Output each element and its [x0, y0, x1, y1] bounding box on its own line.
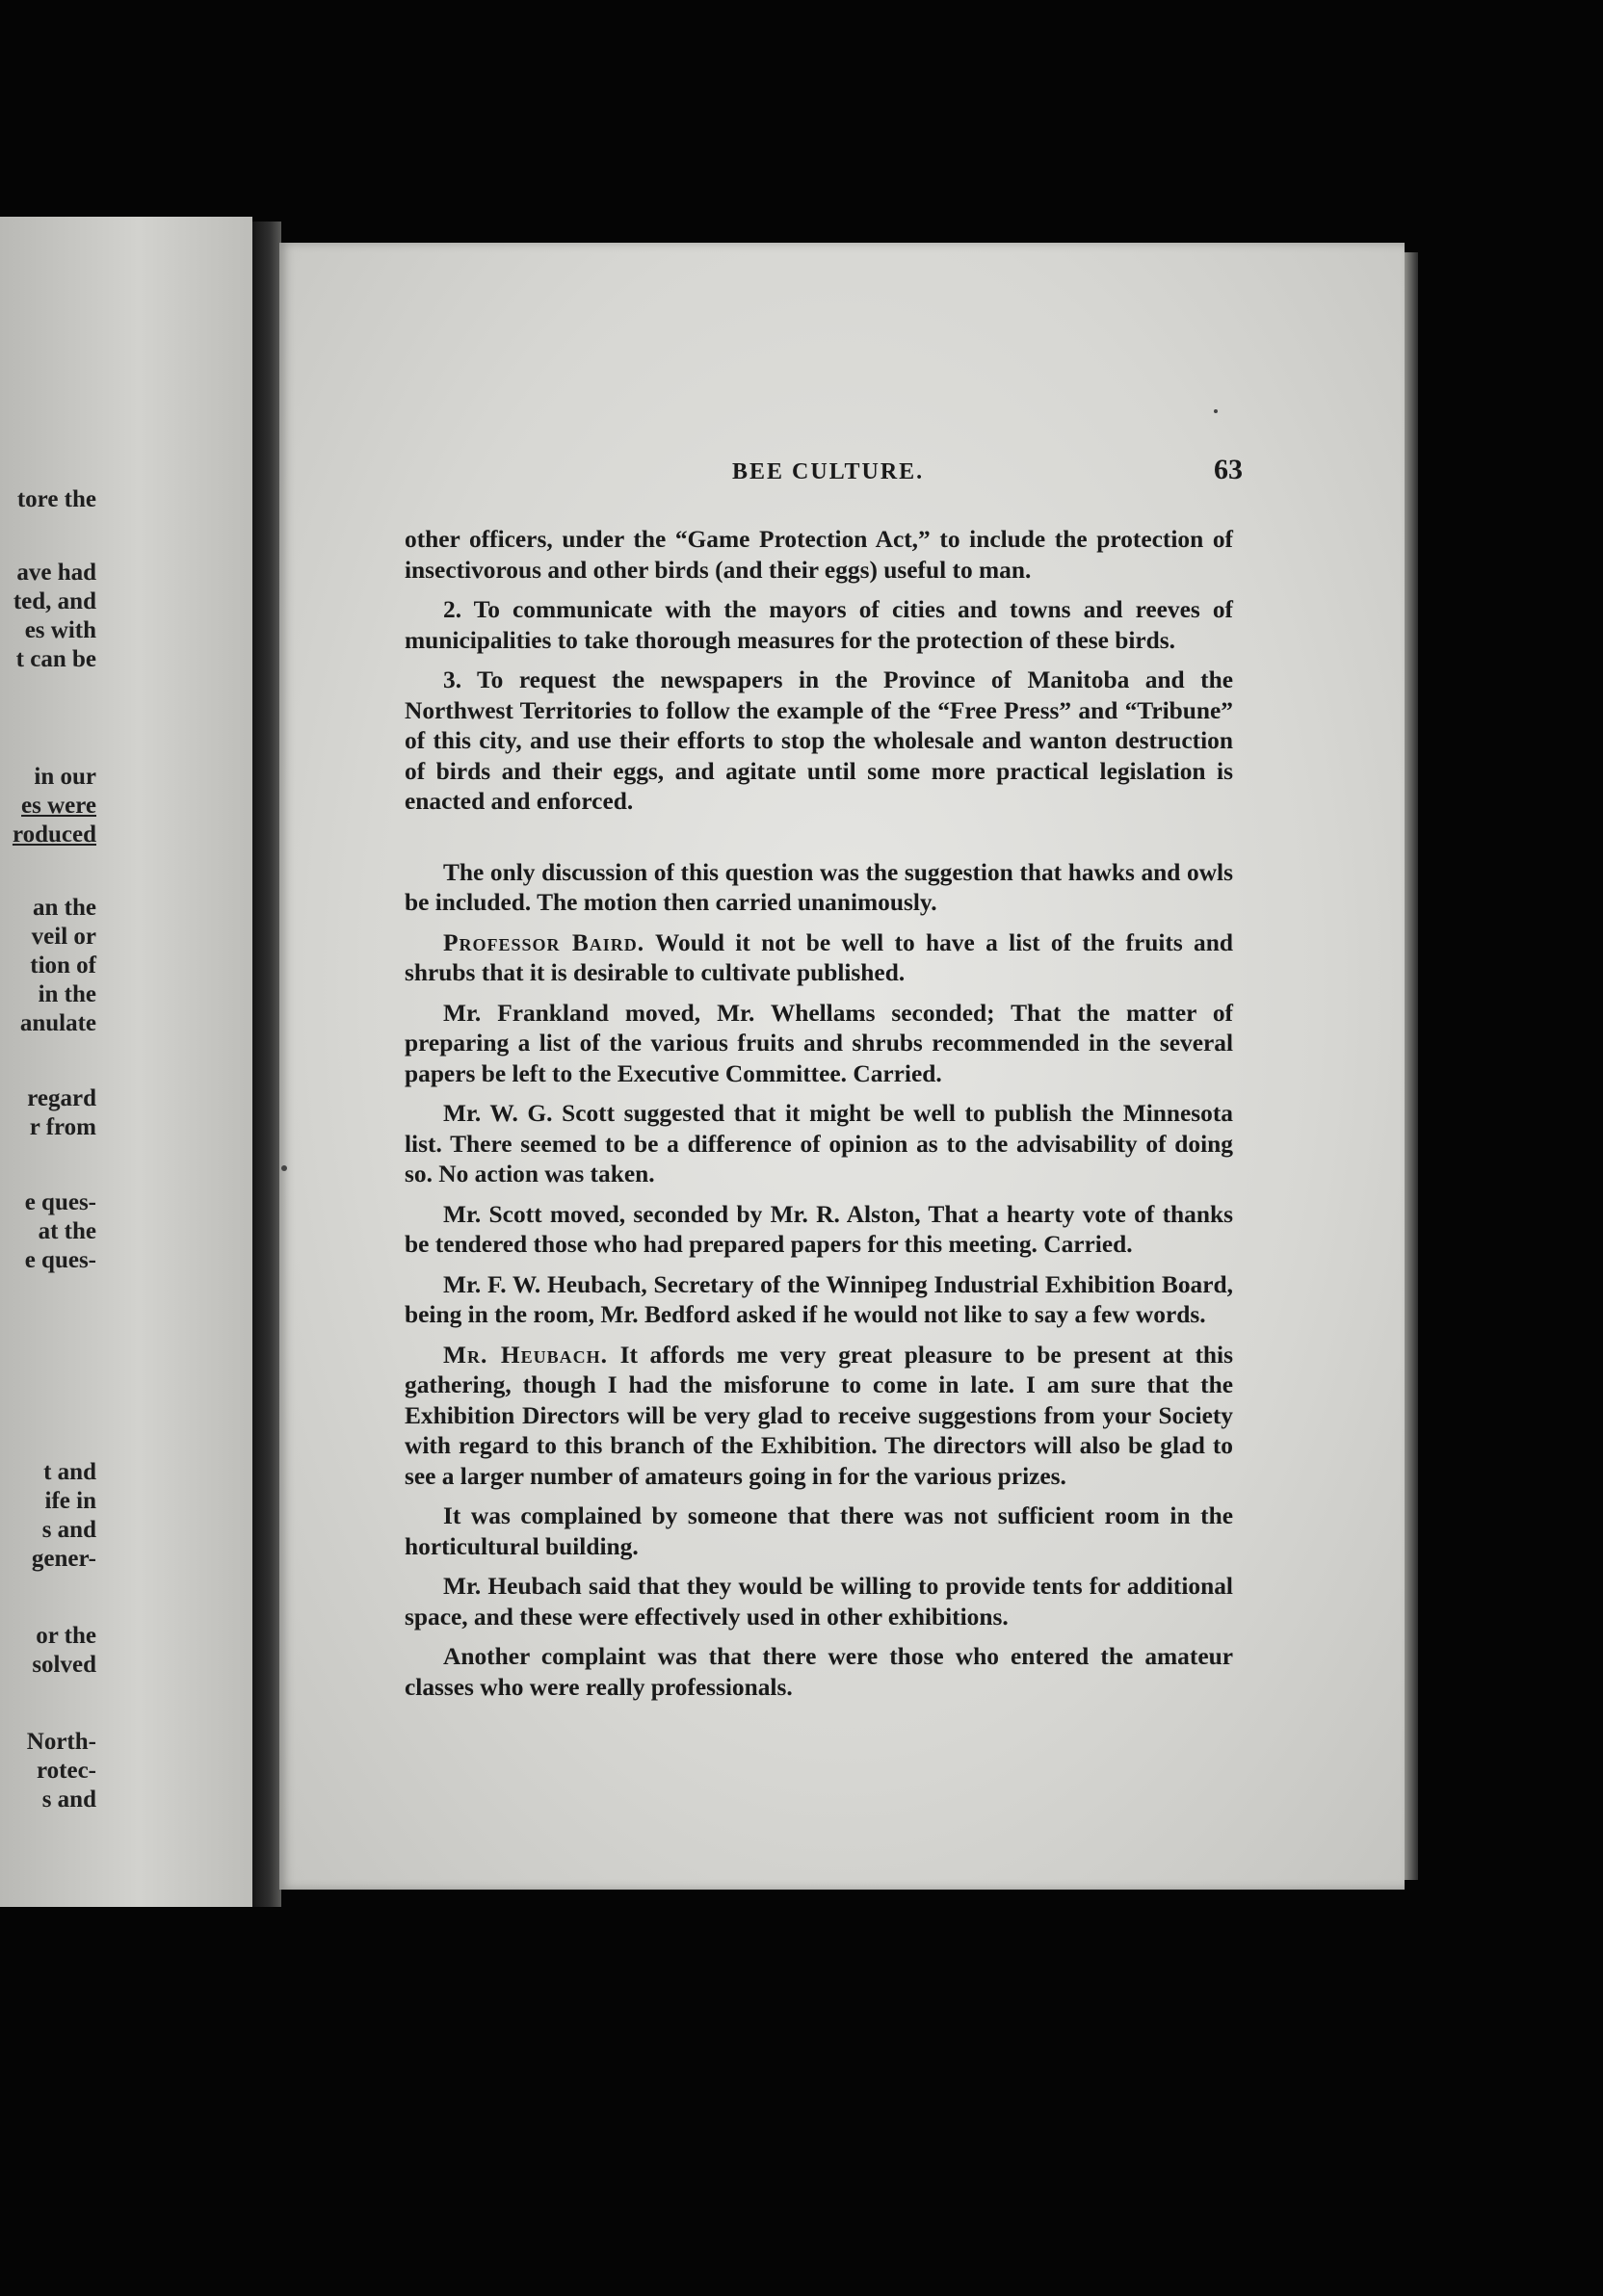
left-fragment: at the	[38, 1218, 96, 1244]
paragraph: Mr. F. W. Heubach, Secretary of the Winnipeg Industrial Exhibition Board, being in the room, Mr. Bedford asked if he would not like to say a few words.	[405, 1270, 1233, 1328]
left-fragment: t can be	[15, 646, 96, 672]
left-fragment: s and	[41, 1787, 96, 1813]
paragraph: Mr. Heubach said that they would be willing to provide tents for additional space, and these were effectively used in other exhibitions.	[405, 1573, 1233, 1631]
page-body	[405, 525, 1233, 1712]
page-number: 63	[1214, 454, 1243, 485]
left-fragment: s and	[41, 1517, 96, 1543]
left-fragment: North-	[26, 1729, 96, 1755]
running-head: BEE CULTURE.	[732, 459, 925, 484]
paragraph: Mr. Scott moved, seconded by Mr. R. Alston, That a hearty vote of thanks be tendered those who had prepared papers for this meeting. Carried.	[405, 1200, 1233, 1258]
speaker-name: Mr. Heubach.	[443, 1341, 609, 1369]
left-fragment: anulate	[19, 1010, 96, 1036]
left-fragment: es were	[21, 793, 96, 819]
left-fragment: e ques-	[24, 1189, 96, 1215]
speaker-name: Professor Baird.	[443, 928, 645, 956]
left-fragment: ted, and	[13, 588, 96, 614]
left-fragment: or the	[36, 1623, 96, 1649]
paragraph: Another complaint was that there were those who entered the amateur classes who were really professionals.	[405, 1643, 1233, 1701]
paragraph: Professor Baird. Would it not be well to have a list of the fruits and shrubs that it is desirable to cultivate published.	[405, 928, 1233, 986]
left-fragment: regard	[27, 1085, 96, 1111]
left-fragment: in the	[38, 981, 96, 1007]
left-fragment: an the	[33, 895, 96, 921]
paragraph: Mr. Frankland moved, Mr. Whellams seconded; That the matter of preparing a list of the various fruits and shrubs recommended in the several papers be left to the Executive Committee. Carried.	[405, 999, 1233, 1087]
left-fragment: r from	[29, 1114, 96, 1140]
speck-mark	[281, 1165, 287, 1171]
paragraph: Mr. Heubach. It affords me very great pleasure to be present at this gathering, though I had the misforune to come in late. I am sure that the Exhibition Directors will be very glad to receive suggestions from your Society with regard to this branch of the Exhibition. The directors will also be glad to see a larger number of amateurs going in for the various prizes.	[405, 1341, 1233, 1490]
left-fragment: veil or	[31, 924, 96, 950]
paragraph: The only discussion of this question was the suggestion that hawks and owls be included. The motion then carried unanimously.	[405, 858, 1233, 916]
paragraph: other officers, under the “Game Protection Act,” to include the protection of insectivorous and other birds (and their eggs) useful to man.	[405, 526, 1233, 584]
left-fragment: rotec-	[37, 1758, 96, 1784]
left-fragment: in our	[34, 764, 96, 790]
left-fragment: roduced	[12, 822, 96, 848]
left-fragment: es with	[24, 617, 96, 643]
left-fragment: e ques-	[24, 1247, 96, 1273]
paragraph: 2. To communicate with the mayors of cities and towns and reeves of municipalities to take thorough measures for the protection of these birds.	[405, 596, 1233, 654]
left-fragment: t and	[43, 1459, 96, 1485]
speck-mark	[1214, 409, 1218, 413]
left-page	[0, 217, 252, 1907]
page-edge	[1405, 252, 1418, 1880]
left-fragment: tore the	[16, 486, 96, 512]
left-fragment: ave had	[16, 560, 96, 586]
book-gutter	[252, 222, 281, 1907]
left-fragment: gener-	[31, 1546, 96, 1572]
paragraph: It was complained by someone that there was not sufficient room in the horticultural building.	[405, 1502, 1233, 1560]
right-page	[279, 243, 1405, 1890]
left-fragment: tion of	[30, 952, 96, 978]
paragraph: Mr. W. G. Scott suggested that it might be well to publish the Minnesota list. There seemed to be a difference of opinion as to the advisability of doing so. No action was taken.	[405, 1100, 1233, 1187]
left-fragment: ife in	[44, 1488, 96, 1514]
left-fragment: solved	[32, 1652, 96, 1678]
paragraph: 3. To request the newspapers in the Province of Manitoba and the Northwest Territories to follow the example of the “Free Press” and “Tribune” of this city, and use their efforts to stop the wholesale and wanton destruction of birds and their eggs, and agitate until some more practical legislation is enacted and enforced.	[405, 666, 1233, 815]
